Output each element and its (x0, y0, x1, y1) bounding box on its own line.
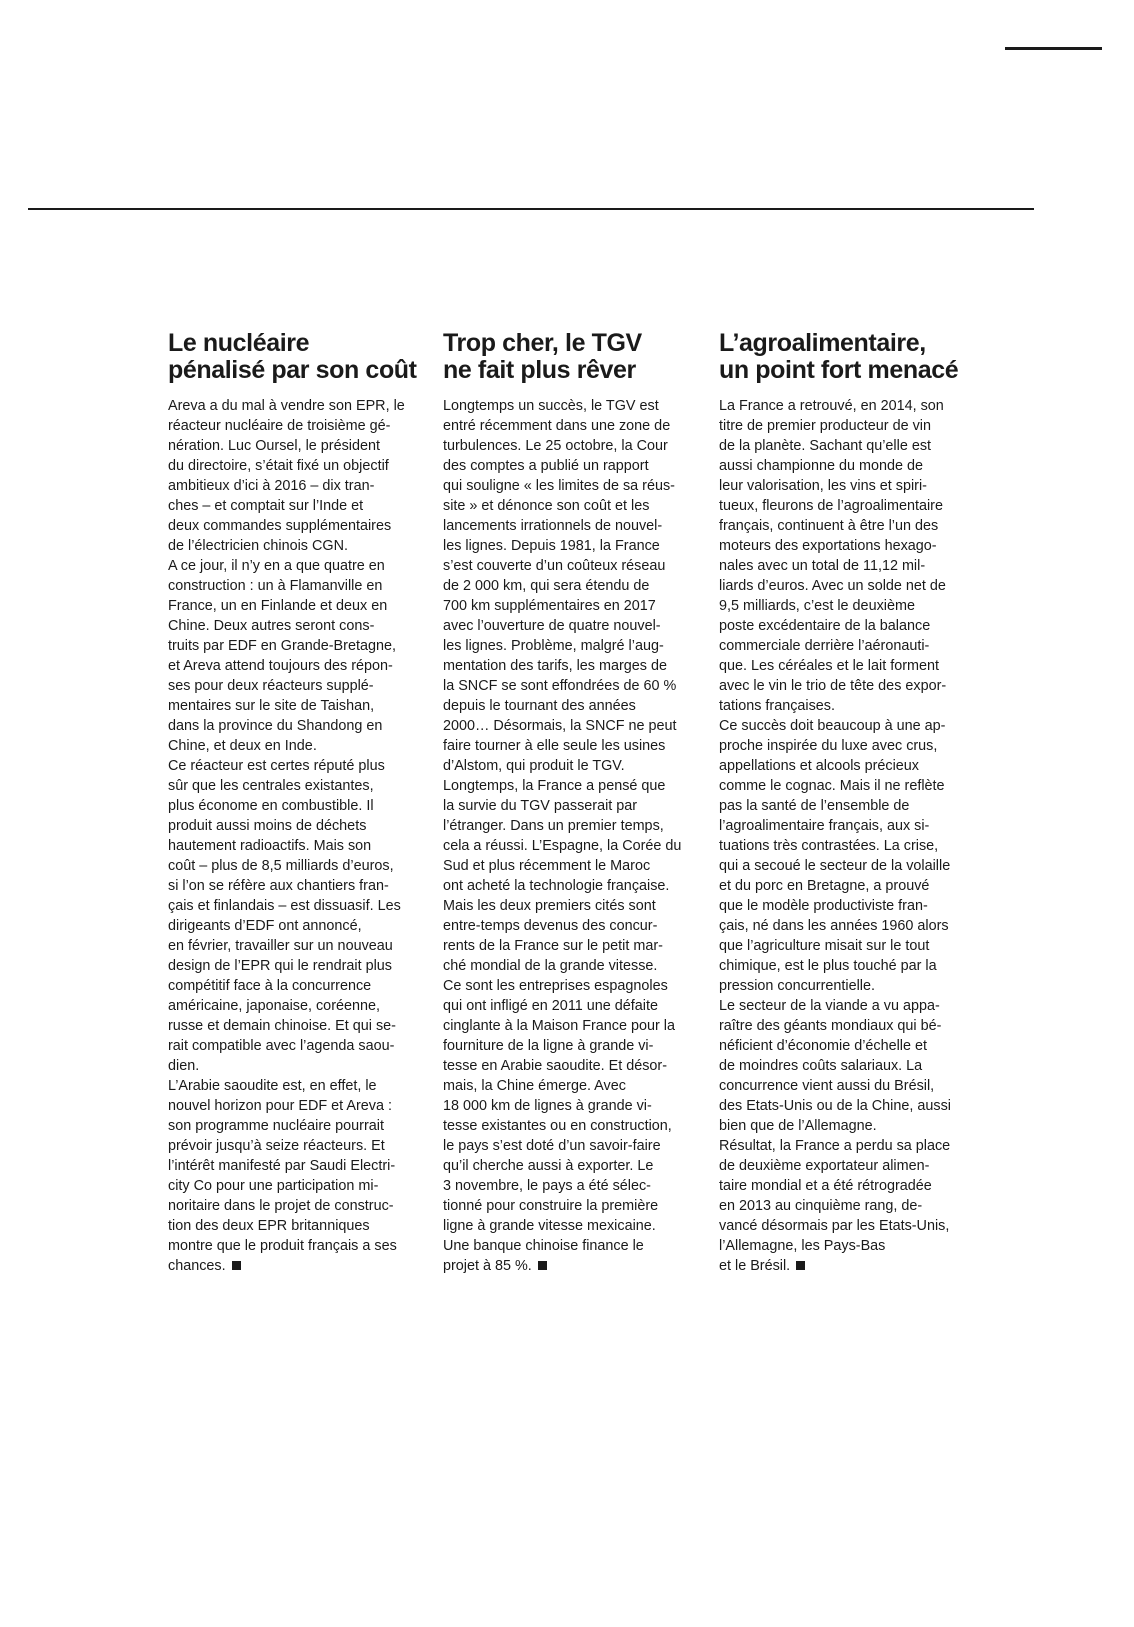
body-line-text: entré récemment dans une zone de (443, 418, 671, 434)
body-line-text: ses pour deux réacteurs supplé- (168, 678, 374, 694)
body-line (719, 776, 979, 796)
body-line (719, 1056, 979, 1076)
body-line-text: tuations très contrastées. La crise, (719, 838, 939, 854)
body-line-text: les lignes. Problème, malgré l’aug- (443, 638, 664, 654)
body-line (719, 816, 979, 836)
body-line-text: nération. Luc Oursel, le président (168, 438, 380, 454)
body-line (443, 1196, 698, 1216)
article-tgv (443, 330, 698, 1276)
body-line-text: avec le vin le trio de tête des expor- (719, 678, 947, 694)
body-line-text: de deuxième exportateur alimen- (719, 1158, 930, 1174)
body-line (168, 576, 423, 596)
body-line-text: dirigeants d’EDF ont annoncé, (168, 918, 362, 934)
body-line (168, 796, 423, 816)
body-line (719, 916, 979, 936)
headline-line: L’agroalimentaire, (719, 329, 926, 357)
article-body (443, 396, 698, 1276)
body-line-text: 2000… Désormais, la SNCF ne peut (443, 718, 677, 734)
body-line (168, 516, 423, 536)
body-line (719, 1236, 979, 1256)
body-line (443, 636, 698, 656)
body-line (443, 916, 698, 936)
body-line (443, 776, 698, 796)
body-line (168, 776, 423, 796)
body-line-text: vancé désormais par les Etats-Unis, (719, 1218, 950, 1234)
body-line-text: réacteur nucléaire de troisième gé- (168, 418, 391, 434)
body-line-text: rents de la France sur le petit mar- (443, 938, 663, 954)
body-line (168, 596, 423, 616)
body-line (719, 996, 979, 1016)
body-line (719, 536, 979, 556)
body-line (168, 916, 423, 936)
body-line (443, 1176, 698, 1196)
body-line (443, 876, 698, 896)
body-line-text: qui souligne « les limites de sa réus- (443, 478, 675, 494)
body-line-text: coût – plus de 8,5 milliards d’euros, (168, 858, 394, 874)
body-line (719, 676, 979, 696)
body-line-text: dans la province du Shandong en (168, 718, 383, 734)
body-line (168, 656, 423, 676)
body-line-text: du directoire, s’était fixé un objectif (168, 458, 389, 474)
body-line-text: depuis le tournant des années (443, 698, 636, 714)
body-line (443, 596, 698, 616)
body-line-text: hautement radioactifs. Mais son (168, 838, 372, 854)
body-line (443, 656, 698, 676)
body-line-text: comme le cognac. Mais il ne reflète (719, 778, 945, 794)
body-line (443, 456, 698, 476)
body-line-text: Ce succès doit beaucoup à une ap- (719, 718, 946, 734)
body-line-text: liards d’euros. Avec un solde net de (719, 578, 946, 594)
body-line-text: lancements irrationnels de nouvel- (443, 518, 663, 534)
body-line (168, 476, 423, 496)
body-line-text: tionné pour construire la première (443, 1198, 659, 1214)
body-line (719, 456, 979, 476)
body-line (443, 696, 698, 716)
body-line (443, 576, 698, 596)
body-line (443, 796, 698, 816)
body-line-text: bien que de l’Allemagne. (719, 1118, 877, 1134)
body-line-text: Areva a du mal à vendre son EPR, le (168, 398, 405, 414)
body-line-text: nouvel horizon pour EDF et Areva : (168, 1098, 392, 1114)
body-line (168, 1236, 423, 1256)
body-line-text: des comptes a publié un rapport (443, 458, 649, 474)
body-line-text: l’intérêt manifesté par Saudi Electri- (168, 1158, 396, 1174)
body-line-text: Chine, et deux en Inde. (168, 738, 317, 754)
body-line (443, 836, 698, 856)
body-line (443, 1256, 698, 1276)
body-line-text: faire tourner à elle seule les usines (443, 738, 666, 754)
body-line (719, 796, 979, 816)
body-line (719, 936, 979, 956)
body-line-text: et Areva attend toujours des répon- (168, 658, 393, 674)
body-line-text: l’étranger. Dans un premier temps, (443, 818, 664, 834)
body-line-text: leur valorisation, les vins et spiri- (719, 478, 927, 494)
body-line (168, 1016, 423, 1036)
body-line-text: cela a réussi. L’Espagne, la Corée du (443, 838, 682, 854)
body-line-text: Chine. Deux autres seront cons- (168, 618, 375, 634)
end-of-article-mark (538, 1261, 547, 1270)
body-line (168, 836, 423, 856)
article-headline (443, 330, 698, 384)
body-line-text: s’est couverte d’un coûteux réseau (443, 558, 666, 574)
body-line (168, 1216, 423, 1236)
body-line (719, 956, 979, 976)
body-line (719, 1216, 979, 1236)
article-body (168, 396, 423, 1276)
body-line-text: de moindres coûts salariaux. La (719, 1058, 923, 1074)
body-line (168, 1036, 423, 1056)
body-line (443, 736, 698, 756)
body-line-text: cinglante à la Maison France pour la (443, 1018, 675, 1034)
body-line-text: projet à 85 %. (443, 1258, 532, 1274)
body-line (443, 556, 698, 576)
body-line-text: ont acheté la technologie française. (443, 878, 670, 894)
body-line-text: ligne à grande vitesse mexicaine. (443, 1218, 656, 1234)
body-line (719, 596, 979, 616)
body-line (168, 1096, 423, 1116)
body-line (719, 636, 979, 656)
body-line (168, 436, 423, 456)
body-line (168, 456, 423, 476)
body-line-text: commerciale derrière l’aéronauti- (719, 638, 930, 654)
body-line (719, 876, 979, 896)
end-of-article-mark (232, 1261, 241, 1270)
body-line-text: 9,5 milliards, c’est le deuxième (719, 598, 915, 614)
body-line (443, 476, 698, 496)
body-line-text: proche inspirée du luxe avec crus, (719, 738, 938, 754)
body-line-text: nales avec un total de 11,12 mil- (719, 558, 926, 574)
body-line (719, 656, 979, 676)
body-line-text: les lignes. Depuis 1981, la France (443, 538, 660, 554)
body-line (719, 836, 979, 856)
headline-line: ne fait plus rêver (443, 356, 636, 384)
body-line (719, 1076, 979, 1096)
body-line (168, 956, 423, 976)
body-line (168, 976, 423, 996)
body-line-text: Ce réacteur est certes réputé plus (168, 758, 385, 774)
body-line-text: La France a retrouvé, en 2014, son (719, 398, 944, 414)
body-line (168, 876, 423, 896)
body-line (443, 976, 698, 996)
body-line (443, 1096, 698, 1116)
body-line-text: si l’on se réfère aux chantiers fran- (168, 878, 389, 894)
body-line-text: l’agroalimentaire français, aux si- (719, 818, 930, 834)
body-line-text: ambitieux d’ici à 2016 – dix tran- (168, 478, 375, 494)
body-line-text: que l’agriculture misait sur le tout (719, 938, 930, 954)
body-line-text: produit aussi moins de déchets (168, 818, 367, 834)
body-line (168, 716, 423, 736)
body-line-text: France, un en Finlande et deux en (168, 598, 388, 614)
body-line-text: néficient d’économie d’échelle et (719, 1038, 927, 1054)
body-line (168, 1196, 423, 1216)
body-line-text: turbulences. Le 25 octobre, la Cour (443, 438, 668, 454)
corner-rule (1005, 47, 1102, 50)
body-line-text: l’Allemagne, les Pays-Bas (719, 1238, 886, 1254)
body-line-text: chances. (168, 1258, 226, 1274)
body-line-text: sûr que les centrales existantes, (168, 778, 374, 794)
body-line-text: Résultat, la France a perdu sa place (719, 1138, 951, 1154)
body-line (168, 496, 423, 516)
body-line (443, 616, 698, 636)
body-line-text: chimique, est le plus touché par la (719, 958, 937, 974)
body-line (443, 496, 698, 516)
body-line (443, 1076, 698, 1096)
body-line-text: concurrence vient aussi du Brésil, (719, 1078, 935, 1094)
body-line (443, 1056, 698, 1076)
body-line (168, 636, 423, 656)
body-line (168, 1116, 423, 1136)
body-line (168, 1136, 423, 1156)
body-line (168, 1056, 423, 1076)
body-line (443, 1036, 698, 1056)
body-line-text: tion des deux EPR britanniques (168, 1218, 370, 1234)
article-body (719, 396, 979, 1276)
body-line-text: fourniture de la ligne à grande vi- (443, 1038, 654, 1054)
body-line-text: des Etats-Unis ou de la Chine, aussi (719, 1098, 951, 1114)
body-line (443, 1136, 698, 1156)
body-line (168, 816, 423, 836)
body-line (443, 896, 698, 916)
body-line-text: en 2013 au cinquième rang, de- (719, 1198, 923, 1214)
body-line (719, 976, 979, 996)
body-line (719, 556, 979, 576)
body-line-text: pression concurrentielle. (719, 978, 875, 994)
body-line (719, 496, 979, 516)
body-line (443, 436, 698, 456)
body-line (168, 996, 423, 1016)
body-line-text: Ce sont les entreprises espagnoles (443, 978, 668, 994)
body-line-text: mentation des tarifs, les marges de (443, 658, 667, 674)
body-line-text: plus économe en combustible. Il (168, 798, 374, 814)
body-line (443, 1236, 698, 1256)
body-line-text: le pays s’est doté d’un savoir-faire (443, 1138, 661, 1154)
body-line-text: et le Brésil. (719, 1258, 791, 1274)
headline-line: pénalisé par son coût (168, 356, 417, 384)
body-line (719, 716, 979, 736)
body-line-text: site » et dénonce son coût et les (443, 498, 650, 514)
body-line-text: en février, travailler sur un nouveau (168, 938, 393, 954)
body-line (443, 416, 698, 436)
body-line (443, 1156, 698, 1176)
body-line (719, 416, 979, 436)
body-line-text: ché mondial de la grande vitesse. (443, 958, 658, 974)
body-line (443, 856, 698, 876)
body-line (719, 616, 979, 636)
body-line (443, 1216, 698, 1236)
body-line (168, 936, 423, 956)
body-line-text: appellations et alcools précieux (719, 758, 919, 774)
body-line-text: russe et demain chinoise. Et qui se- (168, 1018, 396, 1034)
body-line (443, 1016, 698, 1036)
body-line-text: design de l’EPR qui le rendrait plus (168, 958, 392, 974)
headline-line: Trop cher, le TGV (443, 329, 642, 357)
body-line (719, 1116, 979, 1136)
body-line-text: dien. (168, 1058, 200, 1074)
body-line (719, 476, 979, 496)
body-line (443, 516, 698, 536)
body-line (443, 1116, 698, 1136)
body-line (443, 396, 698, 416)
body-line (168, 1256, 423, 1276)
body-line (443, 816, 698, 836)
body-line-text: et du porc en Bretagne, a prouvé (719, 878, 930, 894)
body-line (719, 856, 979, 876)
body-line (719, 896, 979, 916)
body-line (443, 756, 698, 776)
body-line (168, 676, 423, 696)
body-line (719, 1176, 979, 1196)
body-line (719, 736, 979, 756)
body-line-text: montre que le produit français a ses (168, 1238, 397, 1254)
body-line (168, 896, 423, 916)
body-line (168, 396, 423, 416)
body-line-text: d’Alstom, qui produit le TGV. (443, 758, 625, 774)
body-line (443, 536, 698, 556)
body-line-text: qui ont infligé en 2011 une défaite (443, 998, 658, 1014)
body-line (719, 396, 979, 416)
body-line-text: de l’électricien chinois CGN. (168, 538, 348, 554)
body-line-text: ches – et comptait sur l’Inde et (168, 498, 364, 514)
body-line (168, 696, 423, 716)
body-line (443, 676, 698, 696)
body-line-text: tations françaises. (719, 698, 835, 714)
body-line-text: city Co pour une participation mi- (168, 1178, 379, 1194)
body-line-text: de 2 000 km, qui sera étendu de (443, 578, 650, 594)
body-line-text: qui a secoué le secteur de la volaille (719, 858, 951, 874)
body-line (168, 416, 423, 436)
article-headline (168, 330, 423, 384)
body-line-text: çais, né dans les années 1960 alors (719, 918, 949, 934)
body-line (719, 696, 979, 716)
body-line-text: son programme nucléaire pourrait (168, 1118, 384, 1134)
body-line-text: titre de premier producteur de vin (719, 418, 931, 434)
body-line-text: que. Les céréales et le lait forment (719, 658, 939, 674)
body-line (719, 1256, 979, 1276)
body-line-text: moteurs des exportations hexago- (719, 538, 937, 554)
body-line (168, 556, 423, 576)
body-line-text: poste excédentaire de la balance (719, 618, 931, 634)
body-line-text: 3 novembre, le pays a été sélec- (443, 1178, 651, 1194)
body-line-text: 18 000 km de lignes à grande vi- (443, 1098, 652, 1114)
body-line-text: mais, la Chine émerge. Avec (443, 1078, 626, 1094)
body-line-text: construction : un à Flamanville en (168, 578, 383, 594)
body-line-text: tesse existantes ou en construction, (443, 1118, 672, 1134)
body-line-text: raître des géants mondiaux qui bé- (719, 1018, 942, 1034)
body-line (719, 1016, 979, 1036)
body-line-text: prévoir jusqu’à seize réacteurs. Et (168, 1138, 385, 1154)
headline-line: un point fort menacé (719, 356, 959, 384)
body-line-text: A ce jour, il n’y en a que quatre en (168, 558, 385, 574)
body-line (719, 1036, 979, 1056)
body-line-text: 700 km supplémentaires en 2017 (443, 598, 656, 614)
body-line-text: taire mondial et a été rétrogradée (719, 1178, 932, 1194)
body-line (443, 716, 698, 736)
body-line-text: pas la santé de l’ensemble de (719, 798, 910, 814)
body-line-text: truits par EDF en Grande-Bretagne, (168, 638, 396, 654)
body-line-text: avec l’ouverture de quatre nouvel- (443, 618, 661, 634)
body-line (168, 856, 423, 876)
body-line-text: la survie du TGV passerait par (443, 798, 638, 814)
body-line-text: tueux, fleurons de l’agroalimentaire (719, 498, 943, 514)
body-line (719, 516, 979, 536)
body-line (719, 1096, 979, 1116)
body-line-text: que le modèle productiviste fran- (719, 898, 928, 914)
article-nuclear (168, 330, 423, 1276)
body-line (168, 736, 423, 756)
body-line-text: Sud et plus récemment le Maroc (443, 858, 651, 874)
body-line-text: de la planète. Sachant qu’elle est (719, 438, 932, 454)
body-line (168, 1176, 423, 1196)
body-line-text: français, continuent à être l’un des (719, 518, 939, 534)
body-line (443, 936, 698, 956)
headline-line: Le nucléaire (168, 329, 310, 357)
body-line (719, 1136, 979, 1156)
body-line-text: noritaire dans le projet de construc- (168, 1198, 394, 1214)
body-line (168, 616, 423, 636)
body-line (168, 536, 423, 556)
body-line-text: la SNCF se sont effondrées de 60 % (443, 678, 677, 694)
body-line (719, 436, 979, 456)
body-line-text: qu’il cherche aussi à exporter. Le (443, 1158, 654, 1174)
body-line (443, 996, 698, 1016)
end-of-article-mark (796, 1261, 805, 1270)
body-line-text: américaine, japonaise, coréenne, (168, 998, 380, 1014)
body-line (168, 1156, 423, 1176)
section-divider-rule (28, 208, 1034, 210)
body-line-text: Une banque chinoise finance le (443, 1238, 644, 1254)
body-line (168, 756, 423, 776)
body-line-text: Longtemps un succès, le TGV est (443, 398, 659, 414)
body-line-text: tesse en Arabie saoudite. Et désor- (443, 1058, 667, 1074)
body-line-text: Longtemps, la France a pensé que (443, 778, 666, 794)
body-line (443, 956, 698, 976)
body-line-text: compétitif face à la concurrence (168, 978, 372, 994)
body-line-text: çais et finlandais – est dissuasif. Les (168, 898, 401, 914)
article-headline (719, 330, 979, 384)
body-line-text: deux commandes supplémentaires (168, 518, 392, 534)
body-line (719, 756, 979, 776)
body-line-text: Le secteur de la viande a vu appa- (719, 998, 940, 1014)
body-line (719, 576, 979, 596)
body-line (719, 1196, 979, 1216)
body-line-text: L’Arabie saoudite est, en effet, le (168, 1078, 377, 1094)
body-line (168, 1076, 423, 1096)
body-line-text: Mais les deux premiers cités sont (443, 898, 656, 914)
body-line-text: mentaires sur le site de Taishan, (168, 698, 375, 714)
body-line (719, 1156, 979, 1176)
body-line-text: aussi championne du monde de (719, 458, 924, 474)
body-line-text: rait compatible avec l’agenda saou- (168, 1038, 395, 1054)
body-line-text: entre-temps devenus des concur- (443, 918, 658, 934)
article-agrifood (719, 330, 979, 1276)
